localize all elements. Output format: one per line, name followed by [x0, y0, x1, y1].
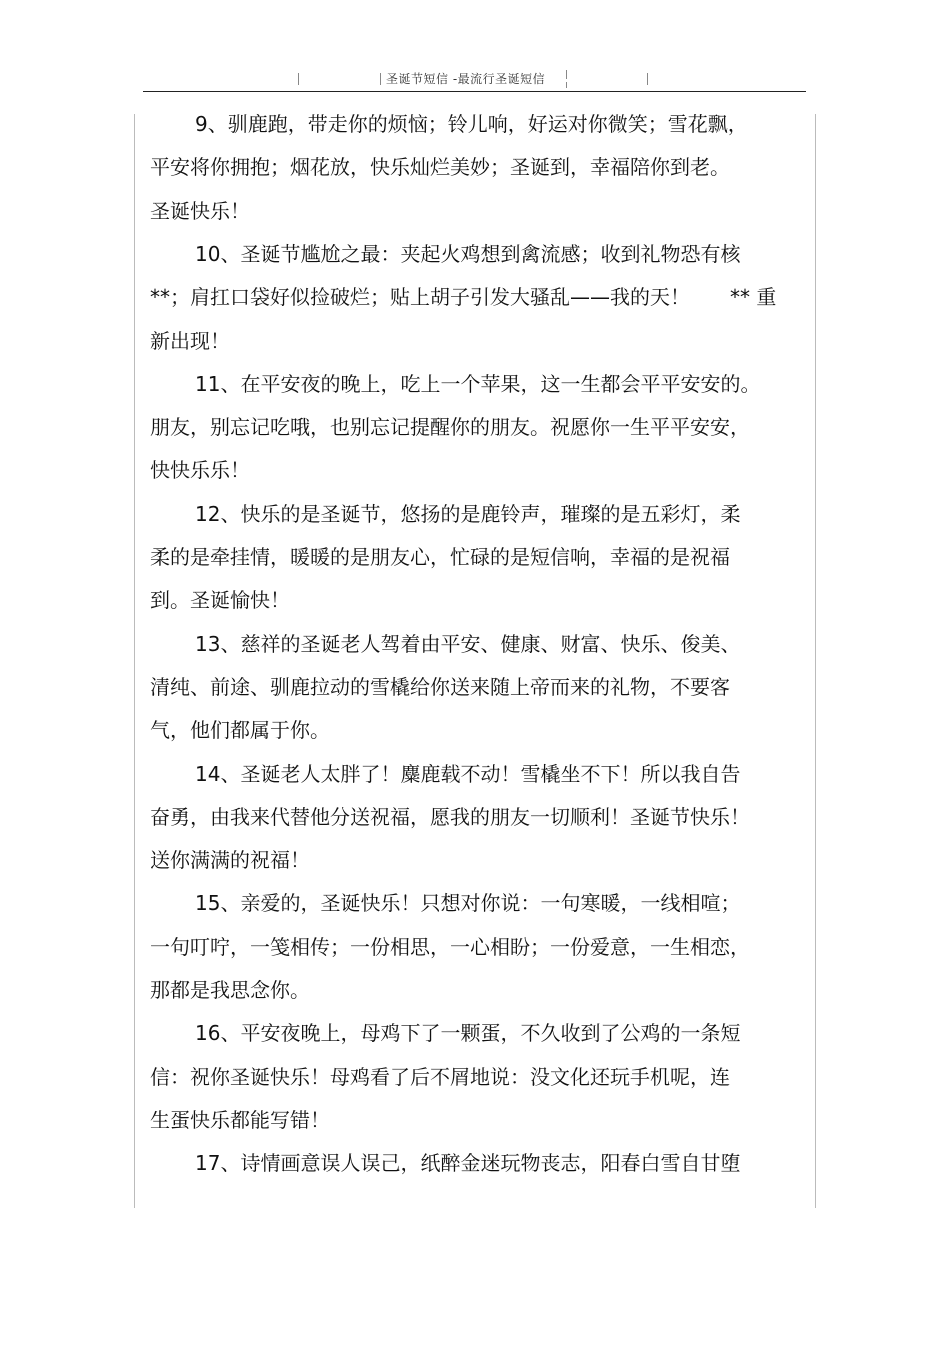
paragraph-line: 10、圣诞节尴尬之最：夹起火鸡想到禽流感；收到礼物恐有核 [195, 242, 741, 266]
paragraph-line: 柔的是牵挂情，暖暖的是朋友心，忙碌的是短信响，幸福的是祝福 [150, 545, 730, 569]
paragraph-line: 15、亲爱的，圣诞快乐！只想对你说：一句寒暖，一线相喧； [195, 891, 741, 915]
paragraph-line: **；肩扛口袋好似捡破烂；贴上胡子引发大骚乱——我的天！ ** 重 [150, 285, 777, 309]
paragraph-line: 那都是我思念你。 [150, 978, 310, 1002]
paragraph-line: 一句叮咛，一笺相传；一份相思，一心相盼；一份爱意，一生相恋， [150, 935, 750, 959]
paragraph-line: 圣诞快乐！ [150, 199, 250, 223]
header-tick [647, 73, 648, 85]
paragraph-line: 快快乐乐！ [150, 458, 250, 482]
paragraph-line: 11、在平安夜的晚上，吃上一个苹果，这一生都会平平安安的。 [195, 372, 761, 396]
paragraph-line: 生蛋快乐都能写错！ [150, 1108, 330, 1132]
header-tick [298, 73, 299, 85]
paragraph-line: 9、驯鹿跑，带走你的烦恼；铃儿响，好运对你微笑；雪花飘， [195, 112, 748, 136]
paragraph-line: 14、圣诞老人太胖了！麋鹿载不动！雪橇坐不下！所以我自告 [195, 762, 741, 786]
paragraph-line: 16、平安夜晚上，母鸡下了一颗蛋，不久收到了公鸡的一条短 [195, 1021, 741, 1045]
paragraph-line: 17、诗情画意误人误己，纸醉金迷玩物丧志，阳春白雪自甘堕 [195, 1151, 741, 1175]
paragraph-line: 送你满满的祝福！ [150, 848, 310, 872]
paragraph-line: 到。圣诞愉快！ [150, 588, 290, 612]
paragraph-line: 12、快乐的是圣诞节，悠扬的是鹿铃声，璀璨的是五彩灯，柔 [195, 502, 741, 526]
paragraph-line: 平安将你拥抱；烟花放，快乐灿烂美妙；圣诞到，幸福陪你到老。 [150, 155, 730, 179]
left-margin-line [134, 114, 135, 1208]
paragraph-line: 信：祝你圣诞快乐！母鸡看了后不屑地说：没文化还玩手机呢，连 [150, 1065, 730, 1089]
paragraph-line: 13、慈祥的圣诞老人驾着由平安、健康、财富、快乐、俊美、 [195, 632, 741, 656]
paragraph-line: 奋勇，由我来代替他分送祝福，愿我的朋友一切顺利！圣诞节快乐！ [150, 805, 750, 829]
right-margin-line [815, 114, 816, 1208]
paragraph-line: 气，他们都属于你。 [150, 718, 330, 742]
header-title: 圣诞节短信 -最流行圣诞短信 [386, 72, 546, 86]
paragraph-line: 清纯、前途、驯鹿拉动的雪橇给你送来随上帝而来的礼物，不要客 [150, 675, 730, 699]
header-tick [380, 73, 381, 85]
header-tick [566, 82, 567, 88]
header-rule [143, 91, 806, 92]
header-tick [566, 70, 567, 79]
paragraph-line: 新出现！ [150, 329, 230, 353]
paragraph-line: 朋友，别忘记吃哦，也别忘记提醒你的朋友。祝愿你一生平平安安， [150, 415, 750, 439]
